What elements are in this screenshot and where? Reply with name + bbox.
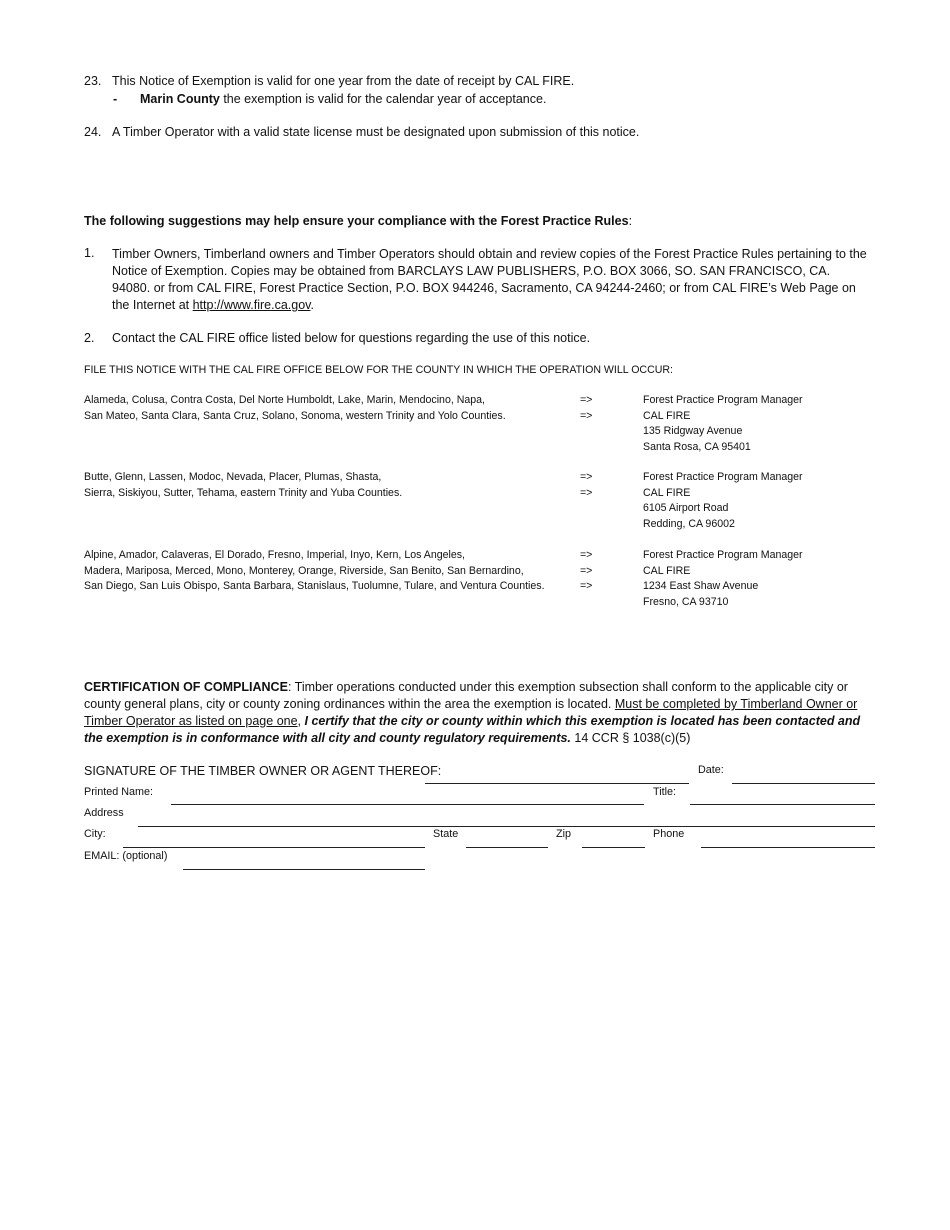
- arrow-icon: =>: [580, 471, 593, 483]
- arrow-icon: =>: [580, 580, 593, 592]
- office-2-counties: [84, 470, 402, 501]
- date-field[interactable]: [732, 783, 875, 784]
- arrow-icon: =>: [580, 409, 593, 422]
- county-line: Alpine, Amador, Calaveras, El Dorado, Fresno, Imperial, Inyo, Kern, Los Angeles,: [84, 549, 465, 561]
- office-3-address: [643, 548, 803, 610]
- marin-county-label: Marin County: [140, 92, 220, 106]
- suggestions-heading: [84, 214, 632, 228]
- office-1-address: [643, 393, 803, 455]
- certification-statement: I certify that the city or county within which this exemption is located has been contacted and the exemption is in conformance with all city and county regulatory requirements.: [84, 714, 861, 745]
- fire-website-link[interactable]: http://www.fire.ca.gov: [192, 298, 311, 312]
- arrow-icon: =>: [580, 549, 593, 561]
- suggestion-1-body: Timber Owners, Timberland owners and Timber Operators should obtain and review copies of the Forest Practice Rules pertaining to the Notice of Exemption. Copies may be obtained from BARCLAYS LAW PUBLISHERS, P.O. BOX 3066, SO. SAN FRANCISCO, CA. 94080. or from CAL FIRE, Forest Practice Section, P.O. BOX 944246, Sacramento, CA 94244-2460; or from CAL FIRE’s Web Page on the Internet at: [112, 247, 867, 312]
- arrow-icon: =>: [580, 394, 593, 406]
- signature-label: SIGNATURE OF THE TIMBER OWNER OR AGENT THEREOF:: [84, 764, 442, 778]
- phone-label: Phone: [653, 828, 685, 840]
- date-label: Date:: [698, 764, 724, 776]
- certification-citation: 14 CCR § 1038(c)(5): [570, 731, 691, 745]
- address-line: CAL FIRE: [643, 564, 691, 577]
- county-line: San Mateo, Santa Clara, Santa Cruz, Solano, Sonoma, western Trinity and Yolo Counties.: [84, 409, 506, 422]
- title-field[interactable]: [690, 804, 875, 805]
- address-line: Forest Practice Program Manager: [643, 471, 803, 483]
- city-field[interactable]: [123, 847, 425, 848]
- address-line: CAL FIRE: [643, 409, 691, 422]
- suggestions-heading-colon: :: [628, 214, 633, 228]
- address-line: CAL FIRE: [643, 486, 691, 499]
- address-line: 1234 East Shaw Avenue: [643, 580, 759, 592]
- email-field[interactable]: [183, 869, 425, 870]
- suggestion-1-end: .: [310, 298, 314, 312]
- county-line: Sierra, Siskiyou, Sutter, Tehama, eastern Trinity and Yuba Counties.: [84, 486, 403, 499]
- county-line: San Diego, San Luis Obispo, Santa Barbara, Stanislaus, Tuolumne, Tulare, and Ventura Counties.: [84, 580, 545, 592]
- arrow-icon: =>: [580, 564, 593, 577]
- office-2-address: [643, 470, 803, 532]
- phone-field[interactable]: [701, 847, 875, 848]
- printed-name-label: Printed Name:: [84, 786, 154, 798]
- office-3-counties: [84, 548, 545, 595]
- signature-field[interactable]: [425, 783, 689, 784]
- item-23-subitem: [140, 92, 546, 106]
- county-line: Madera, Mariposa, Merced, Mono, Monterey, Orange, Riverside, San Benito, San Bernardino,: [84, 564, 524, 577]
- suggestions-heading-text: The following suggestions may help ensure your compliance with the Forest Practice Rules: [84, 214, 629, 228]
- county-line: Butte, Glenn, Lassen, Modoc, Nevada, Placer, Plumas, Shasta,: [84, 471, 382, 483]
- certification-paragraph: [84, 679, 874, 747]
- office-1-arrows: [580, 393, 592, 424]
- suggestion-1-number: 1.: [84, 246, 95, 260]
- certification-text: : Timber operations conducted under this exemption subsection shall conform to the applicable city or county general plans, city or county zoning ordinances within the area the exemption is located.: [84, 680, 848, 711]
- address-line: 135 Ridgway Avenue: [643, 425, 743, 437]
- title-label: Title:: [653, 786, 676, 798]
- zip-label: Zip: [556, 828, 571, 840]
- suggestion-2-text: Contact the CAL FIRE office listed below for questions regarding the use of this notice.: [112, 331, 591, 345]
- state-label: State: [433, 828, 459, 840]
- email-label: EMAIL: (optional): [84, 850, 168, 862]
- item-24-text: A Timber Operator with a valid state license must be designated upon submission of this notice.: [112, 125, 640, 139]
- county-line: Alameda, Colusa, Contra Costa, Del Norte Humboldt, Lake, Marin, Mendocino, Napa,: [84, 394, 485, 406]
- arrow-icon: =>: [580, 486, 593, 499]
- office-2-arrows: [580, 470, 592, 501]
- item-23-bullet: -: [113, 92, 118, 106]
- file-notice-heading: FILE THIS NOTICE WITH THE CAL FIRE OFFICE BELOW FOR THE COUNTY IN WHICH THE OPERATION WILL OCCUR:: [84, 364, 673, 376]
- certification-separator: ,: [297, 714, 305, 728]
- marin-county-text: the exemption is valid for the calendar year of acceptance.: [219, 92, 547, 106]
- item-24-number: 24.: [84, 125, 102, 139]
- certification-underlined: Must be completed by Timberland Owner or Timber Operator as listed on page one: [84, 697, 858, 728]
- certification-title: CERTIFICATION OF COMPLIANCE: [84, 680, 288, 694]
- printed-name-field[interactable]: [171, 804, 644, 805]
- address-line: 6105 Airport Road: [643, 502, 729, 514]
- office-1-counties: [84, 393, 506, 424]
- address-line: Santa Rosa, CA 95401: [643, 440, 751, 453]
- address-line: Redding, CA 96002: [643, 517, 735, 530]
- item-23-text: This Notice of Exemption is valid for one year from the date of receipt by CAL FIRE.: [112, 74, 575, 88]
- address-label: Address: [84, 807, 124, 819]
- address-line: Forest Practice Program Manager: [643, 549, 803, 561]
- city-label: City:: [84, 828, 106, 840]
- address-field[interactable]: [138, 826, 875, 827]
- address-line: Forest Practice Program Manager: [643, 394, 803, 406]
- zip-field[interactable]: [582, 847, 645, 848]
- office-3-arrows: [580, 548, 592, 595]
- address-line: Fresno, CA 93710: [643, 595, 729, 608]
- item-23-number: 23.: [84, 74, 102, 88]
- suggestion-2-number: 2.: [84, 331, 95, 345]
- state-field[interactable]: [466, 847, 548, 848]
- suggestion-1-text: [112, 246, 868, 314]
